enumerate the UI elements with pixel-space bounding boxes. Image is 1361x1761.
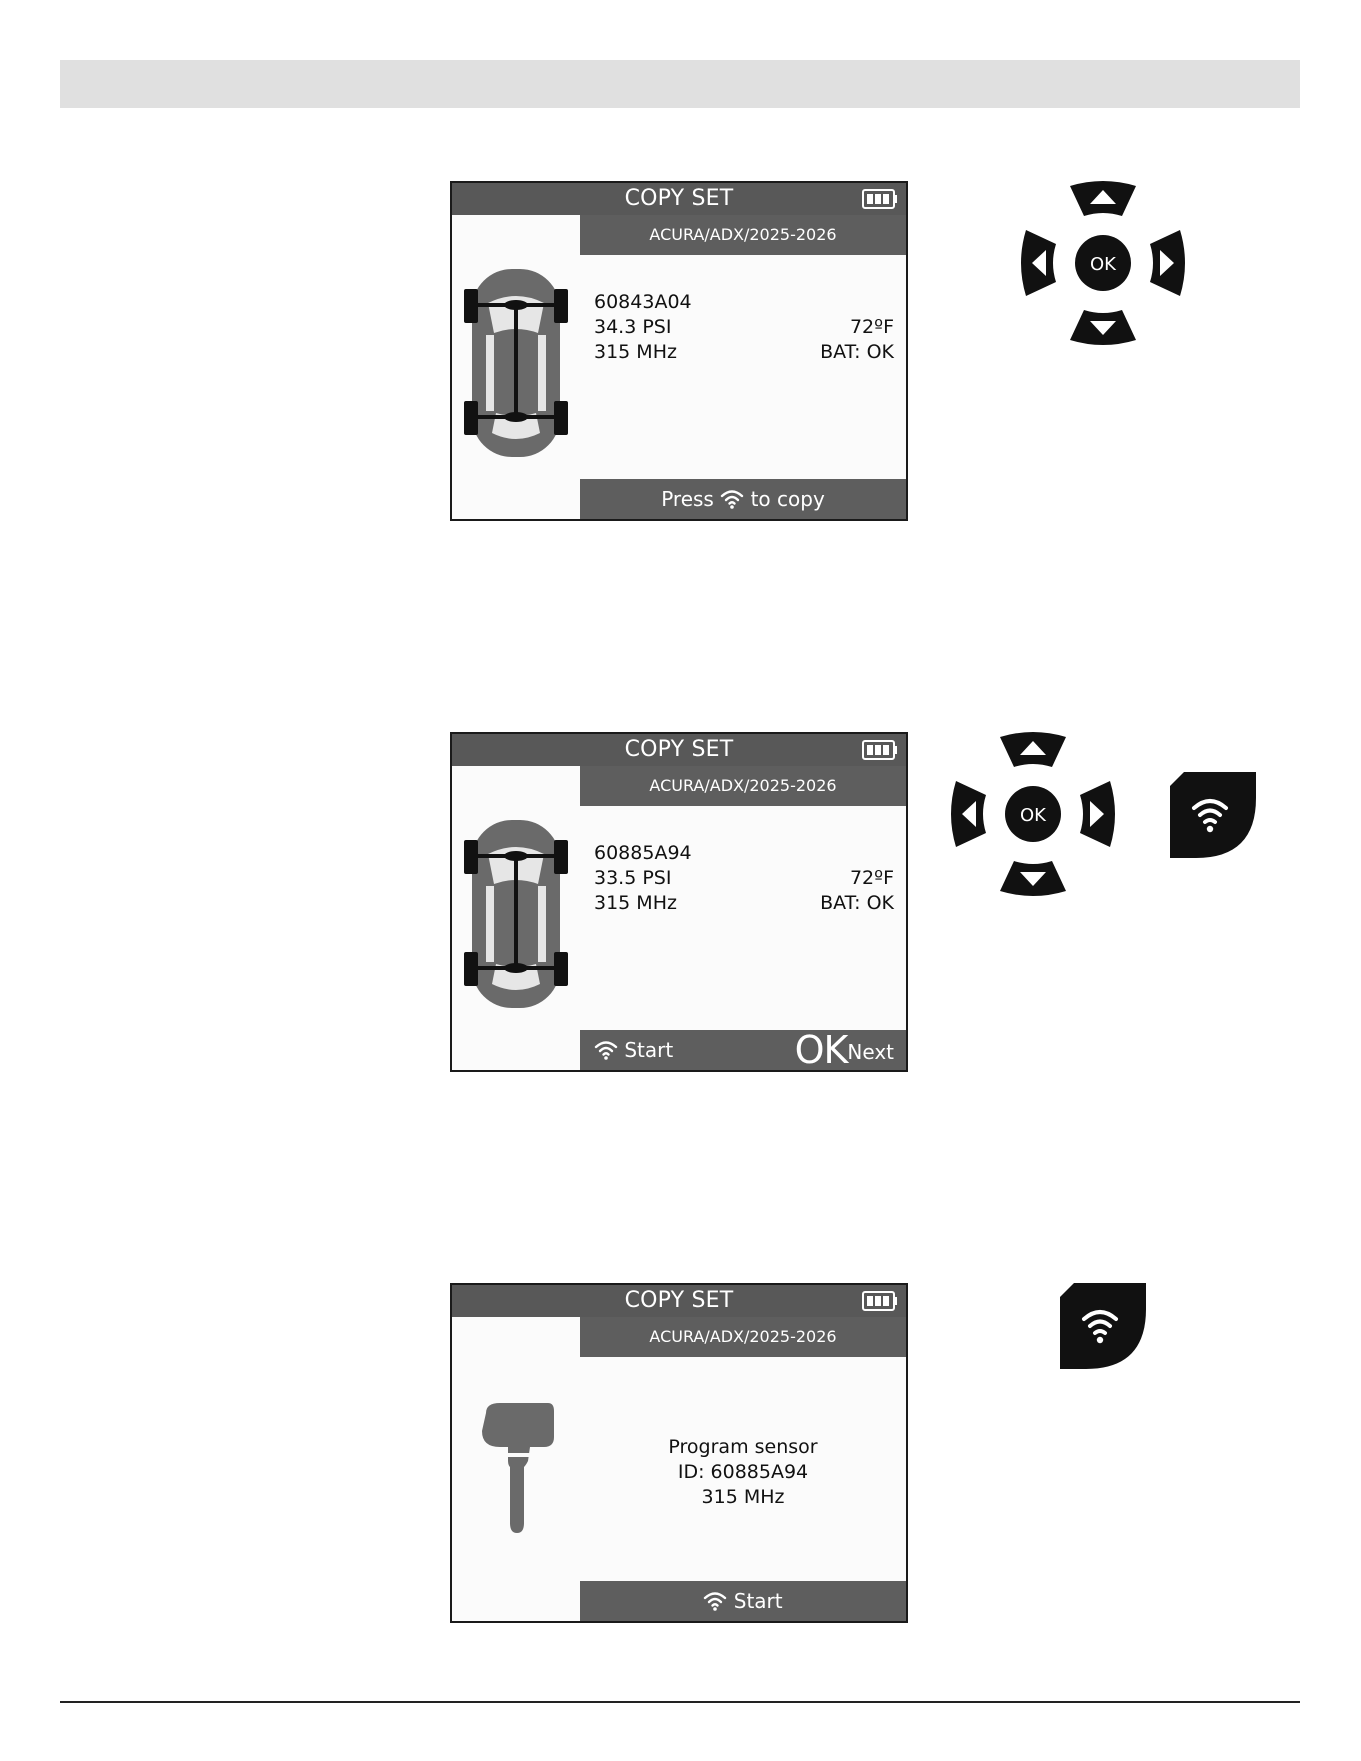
sensor-frequency: 315 MHz — [594, 341, 677, 363]
directional-keypad — [1018, 178, 1188, 348]
wifi-transmit-button[interactable] — [1170, 772, 1256, 858]
screen-title: COPY SET — [452, 734, 906, 766]
battery-full-icon — [862, 189, 898, 209]
right-arrow-button[interactable] — [1150, 230, 1185, 296]
program-label: Program sensor — [668, 1436, 818, 1458]
down-arrow-button[interactable] — [1070, 310, 1136, 345]
tire-temperature: 72ºF — [849, 316, 894, 338]
car-top-view-icon — [464, 263, 568, 463]
up-arrow-button[interactable] — [1000, 732, 1066, 767]
ok-button-label: OK — [1020, 805, 1046, 826]
bottom-bar — [580, 479, 906, 519]
battery-full-icon — [862, 1291, 898, 1311]
directional-keypad — [948, 729, 1118, 899]
sensor-frequency: 315 MHz — [594, 892, 677, 914]
screen-title: COPY SET — [452, 183, 906, 215]
sensor-frequency: 315 MHz — [701, 1486, 785, 1508]
ok-button-label: OK — [1090, 254, 1116, 275]
sensor-id: 60885A94 — [594, 842, 692, 864]
next-hint — [795, 1030, 894, 1072]
bottom-bar — [580, 1581, 906, 1621]
page-header-bar — [60, 60, 1300, 108]
wifi-icon — [703, 1590, 727, 1612]
program-info — [580, 1435, 906, 1510]
battery-full-icon — [862, 740, 898, 760]
footer-divider — [60, 1701, 1300, 1703]
ok-button[interactable] — [1005, 786, 1061, 842]
screen-title: COPY SET — [452, 1285, 906, 1317]
wifi-icon — [720, 488, 744, 510]
sensor-id: 60843A04 — [594, 291, 692, 313]
start-hint — [594, 1030, 673, 1070]
bottom-bar — [580, 1030, 906, 1070]
program-sensor-id: ID: 60885A94 — [677, 1461, 809, 1483]
device-screen-copy-set-3 — [450, 1283, 908, 1623]
sensor-info — [594, 290, 894, 365]
left-arrow-button[interactable] — [1021, 230, 1056, 296]
tire-temperature: 72ºF — [849, 867, 894, 889]
tire-pressure: 33.5 PSI — [594, 867, 672, 889]
next-label: Next — [847, 1040, 894, 1064]
left-arrow-button[interactable] — [951, 781, 986, 847]
ok-glyph: OK — [794, 1028, 848, 1072]
battery-status: BAT: OK — [820, 892, 894, 914]
sensor-info — [594, 841, 894, 916]
tpms-sensor-icon — [478, 1403, 558, 1533]
battery-status: BAT: OK — [820, 341, 894, 363]
start-label: Start — [733, 1589, 783, 1613]
wifi-transmit-button[interactable] — [1060, 1283, 1146, 1369]
up-arrow-button[interactable] — [1070, 181, 1136, 216]
wifi-icon — [594, 1039, 618, 1061]
vehicle-label: ACURA/ADX/2025-2026 — [580, 1317, 906, 1357]
vehicle-label: ACURA/ADX/2025-2026 — [580, 215, 906, 255]
device-screen-copy-set-2 — [450, 732, 908, 1072]
vehicle-label: ACURA/ADX/2025-2026 — [580, 766, 906, 806]
press-label: Press — [661, 487, 714, 511]
right-arrow-button[interactable] — [1080, 781, 1115, 847]
start-label: Start — [624, 1038, 674, 1062]
down-arrow-button[interactable] — [1000, 861, 1066, 896]
to-copy-label: to copy — [750, 487, 825, 511]
ok-button[interactable] — [1075, 235, 1131, 291]
tire-pressure: 34.3 PSI — [594, 316, 672, 338]
device-screen-copy-set-1 — [450, 181, 908, 521]
car-top-view-icon — [464, 814, 568, 1014]
